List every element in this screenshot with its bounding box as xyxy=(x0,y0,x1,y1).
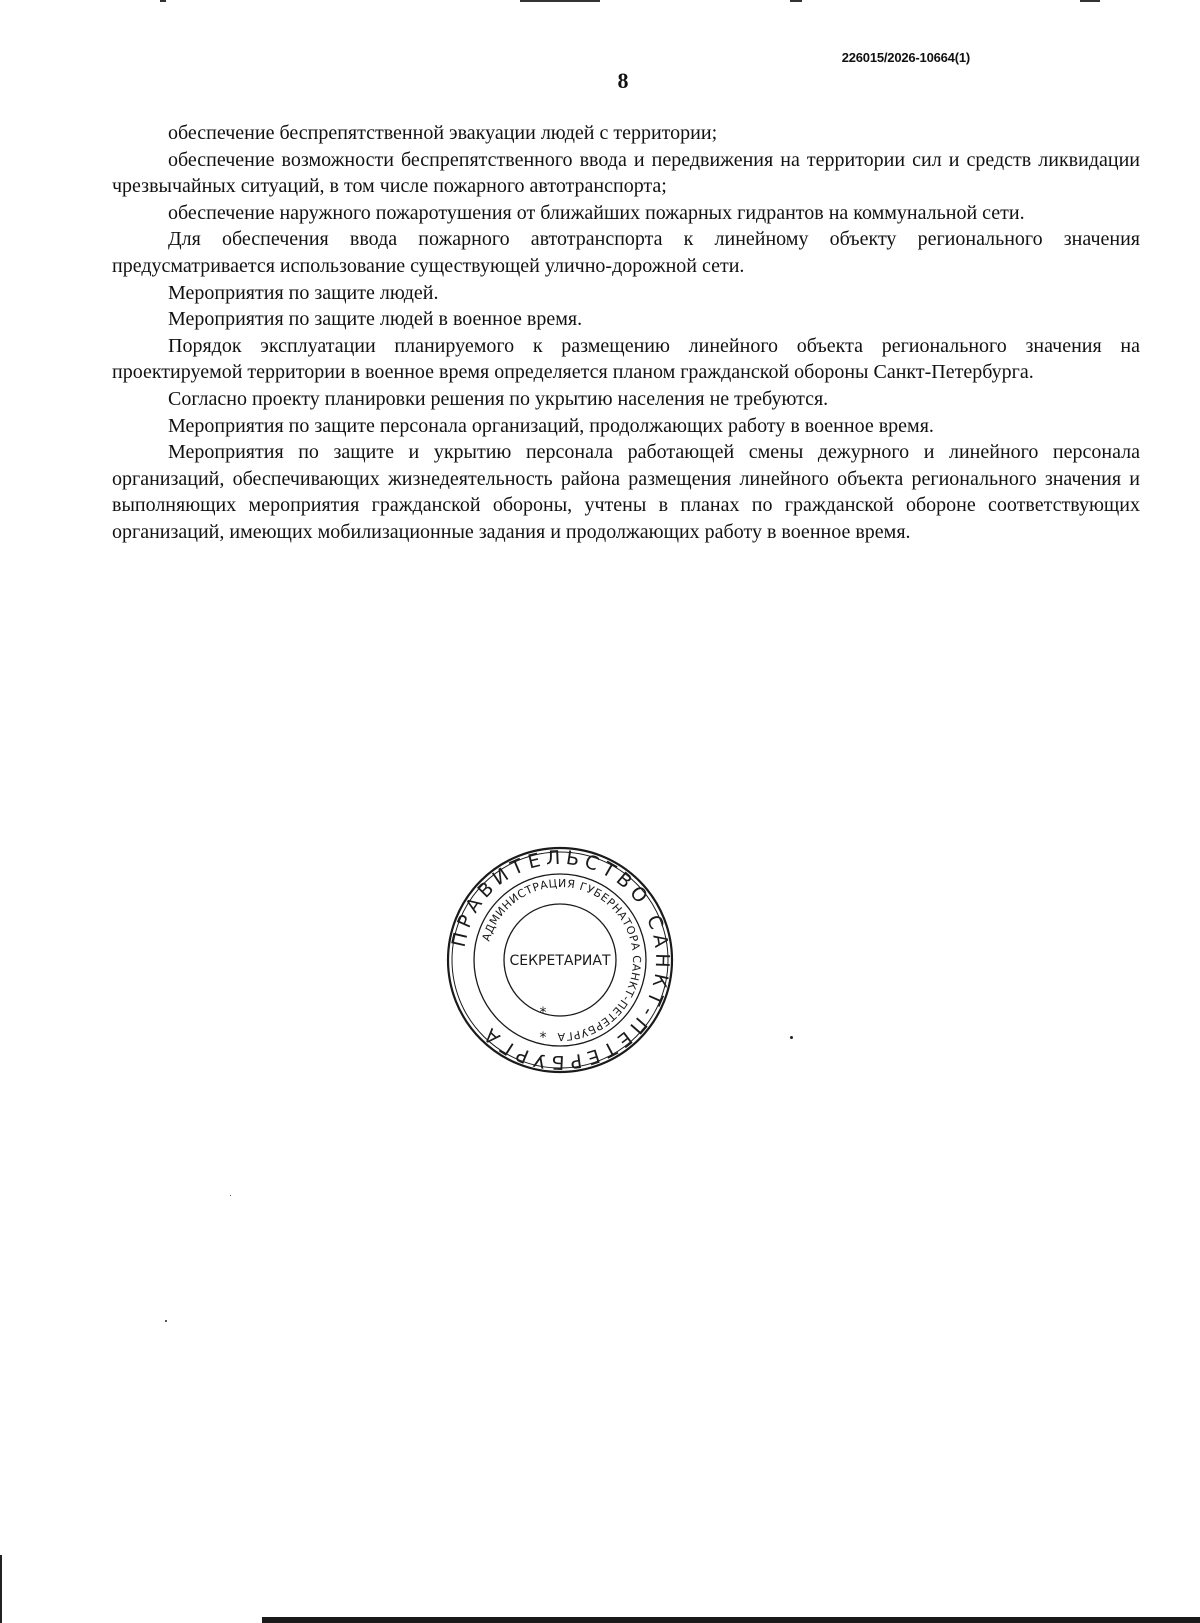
seal-center-text: СЕКРЕТАРИАТ xyxy=(509,953,611,969)
scan-top-edge xyxy=(0,0,1200,6)
scan-left-edge xyxy=(0,1555,2,1623)
scan-speck xyxy=(230,1195,231,1196)
scan-speck xyxy=(165,1320,167,1322)
document-number: 226015/2026-10664(1) xyxy=(841,50,970,65)
paragraph: обеспечение возможности беспрепятственного ввода и передвижения на территории сил и средств ликвидации чрезвычайных ситуаций, в том числе пожарного автотранспорта; xyxy=(112,148,1140,198)
paragraph: Мероприятия по защите персонала организаций, продолжающих работу в военное время. xyxy=(168,414,934,437)
seal-star: * xyxy=(539,1005,547,1021)
seal-star: * xyxy=(539,1030,547,1046)
paragraph: Согласно проекту планировки решения по укрытию населения не требуются. xyxy=(168,387,829,410)
paragraph: Мероприятия по защите и укрытию персонала работающей смены дежурного и линейного персонала организаций, обеспечивающих жизнедеятельность района размещения линейного объекта регионального значения и выполняющих мероприятия гражданской обороны, учтены в планах по гражданской обороне соответствующих организаций, имеющих мобилизационные задания и продолжающих работу в военное время. xyxy=(112,441,1140,543)
paragraph: обеспечение наружного пожаротушения от ближайших пожарных гидрантов на коммунальной сети. xyxy=(168,201,1025,224)
paragraph: Порядок эксплуатации планируемого к размещению линейного объекта регионального значения на проектируемой территории в военное время определяется планом гражданской обороны Санкт-Петербурга. xyxy=(112,334,1140,384)
paragraph: обеспечение беспрепятственной эвакуации людей с территории; xyxy=(168,122,718,144)
paragraph: Для обеспечения ввода пожарного автотранспорта к линейному объекту регионального значения предусматривается использование существующей улично-дорожной сети. xyxy=(112,228,1140,277)
official-seal xyxy=(445,845,675,1075)
paragraph: Мероприятия по защите людей в военное время. xyxy=(168,308,583,331)
seal-inner-text: АДМИНИСТРАЦИЯ ГУБЕРНАТОРА САНКТ-ПЕТЕРБУРГА xyxy=(479,876,644,1044)
scan-speck xyxy=(790,1036,793,1039)
document-body xyxy=(112,120,1140,546)
paragraph: Мероприятия по защите людей. xyxy=(168,281,439,304)
seal-outer-text: ПРАВИТЕЛЬСТВО САНКТ-ПЕТЕРБУРГА xyxy=(447,846,674,1074)
scan-bottom-edge xyxy=(262,1617,1200,1623)
seal-graphic xyxy=(445,845,675,1075)
page-number: 8 xyxy=(617,68,629,93)
